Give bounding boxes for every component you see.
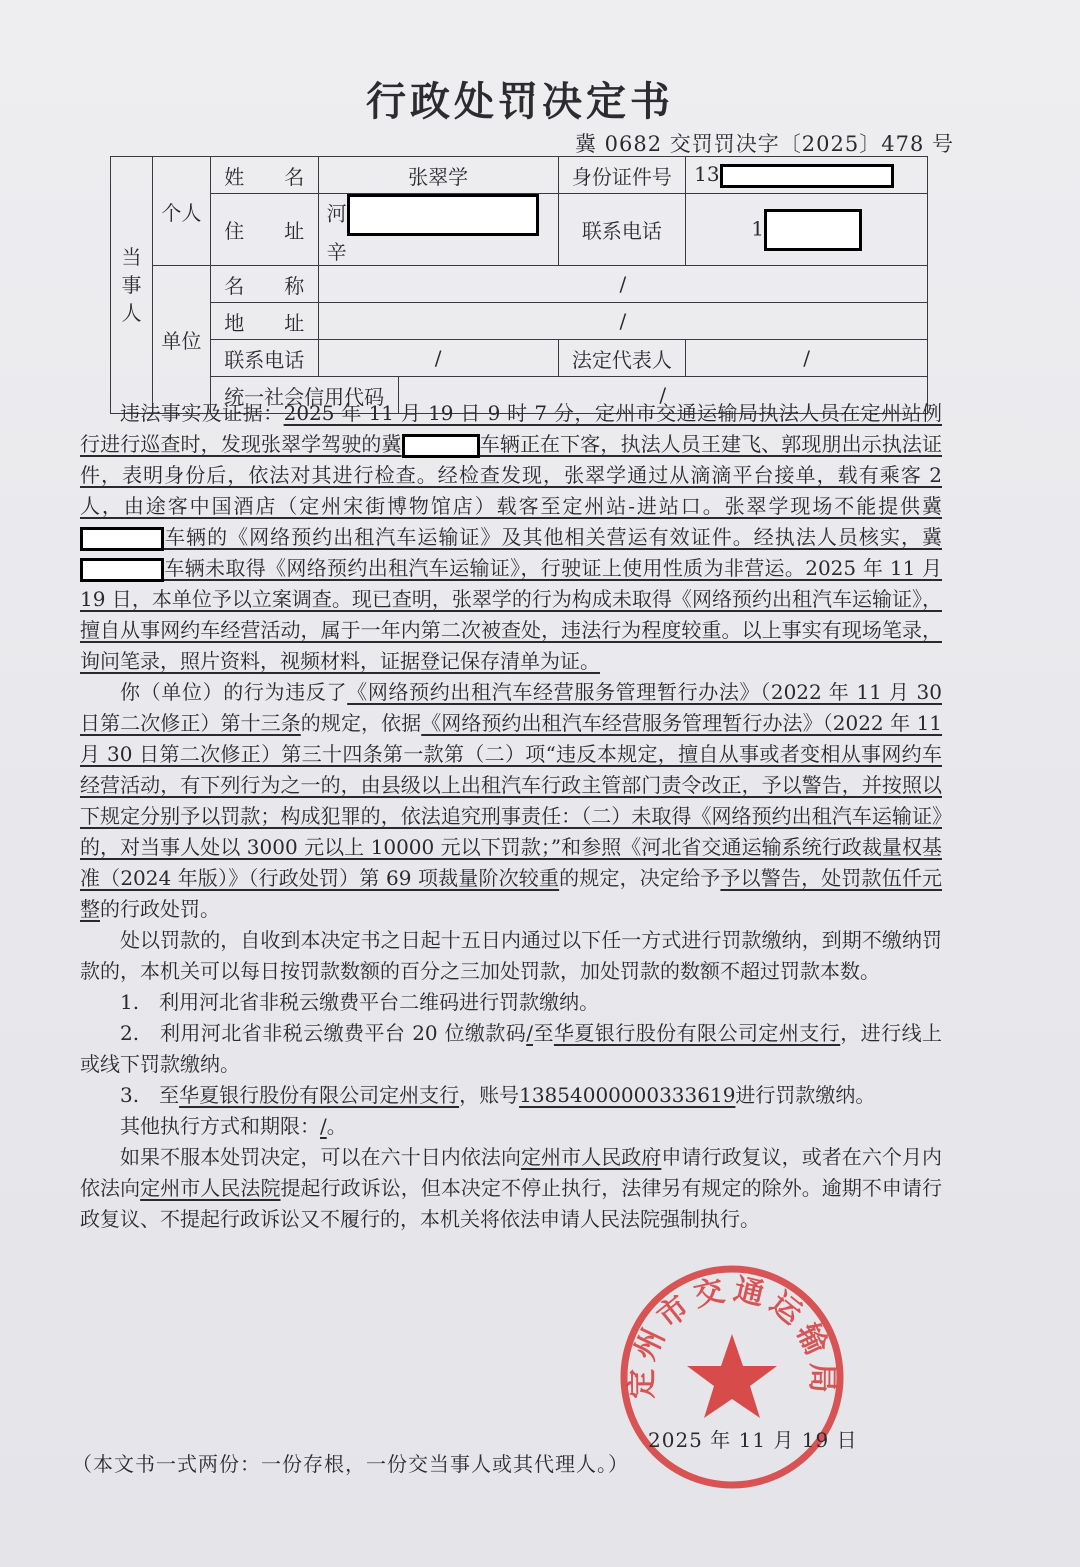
payment-method-3: 3. 至华夏银行股份有限公司定州支行，账号13854000000333619进行罚款缴纳。: [120, 1083, 876, 1107]
name-value: 张翠学: [318, 157, 558, 194]
unit-address-label: 地 址: [210, 303, 318, 340]
unit-phone-label: 联系电话: [210, 340, 318, 377]
id-value: [686, 157, 928, 194]
star-icon: [687, 1334, 777, 1418]
review-authority: 定州市人民政府: [521, 1145, 662, 1169]
redaction-box: [402, 434, 480, 458]
document-number: 冀 0682 交罚罚决字〔2025〕478 号: [575, 132, 954, 156]
violated-law: 《网络预约出租汽车经营服务管理暂行办法》（2022 年 11 月 30 日第二次修正）第十三条: [80, 680, 942, 735]
facts-text: 2025 年 11 月 19 日 9 时 7 分，定州市交通运输局执法人员在定州站例行进行巡查时，发现张翠学驾驶的冀 车辆正在下客，执法人员王建飞、郭现朋出示执法证件，表明身份后，依法对其进行检查。经检查发现，张翠学通过从滴滴平台接单，载有乘客 2 人，由途客中国酒店（定州宋街博物馆店）载客至定州站-进站口。张翠学现场不能提供冀车辆的《网络预约出租汽车运输证》及其他相关营运有效证件。经执法人员核实，冀车辆未取得《网络预约出租汽车运输证》，行驶证上使用性质为非营运。2025 年 11 月 19 日，本单位予以立案调查。现已查明，张翠学的行为构成未取得《网络预约出租汽车运输证》，擅自从事网约车经营活动，属于一年内第二次被查处，违法行为程度较重。以上事实有现场笔录，询问笔录，照片资料，视频材料，证据登记保存清单为证。: [80, 401, 943, 673]
name-label: 姓 名: [210, 157, 318, 194]
svg-text:定州市交通运输局: 定州市交通运输局: [624, 1271, 840, 1399]
id-label: 身份证件号: [558, 157, 686, 194]
redaction-box: [347, 194, 539, 236]
payment-intro: 处以罚款的，自收到本决定书之日起十五日内通过以下任一方式进行罚款缴纳，到期不缴纳罚款的，本机关可以每日按罚款数额的百分之三加处罚款，加处罚款的数额不超过罚款本数。: [80, 928, 942, 983]
document-title: 行政处罚决定书: [366, 78, 674, 125]
party-info-table: [110, 156, 928, 414]
phone-prefix: 1: [751, 216, 764, 240]
penalty-decision: 予以警告，处罚款伍仟元整: [80, 866, 943, 921]
legal-rep-value: /: [686, 340, 928, 377]
credit-code-value: /: [398, 377, 927, 414]
phone-label: 联系电话: [558, 194, 686, 266]
official-seal: [617, 1262, 847, 1492]
phone-value: [686, 194, 928, 266]
bank-name: 华夏银行股份有限公司定州支行: [179, 1083, 460, 1107]
other-execution: 其他执行方式和期限：/。: [120, 1114, 347, 1138]
unit-address-value: /: [318, 303, 927, 340]
redaction-box: [764, 209, 862, 251]
address-suffix: 辛: [326, 240, 347, 264]
id-prefix: 13: [694, 162, 720, 187]
credit-code-label: 统一社会信用代码: [210, 377, 398, 414]
unit-phone-value: /: [318, 340, 558, 377]
violation-paragraph: 你（单位）的行为违反了《网络预约出租汽车经营服务管理暂行办法》（2022 年 11 月 30 日第二次修正）第十三条的规定，依据《网络预约出租汽车经营服务管理暂行办法》（2022 年 11 月 30 日第二次修正）第三十四条第一款第（二）项“违反本规定，擅自从事或者变相从事网约车经营活动，有下列行为之一的，由县级以上出租汽车行政主管部门责令改正，予以警告，并按照以下规定分别予以罚款；构成犯罪的，依法追究刑事责任：（二）未取得《网络预约出租汽车运输证》的，对当事人处以 3000 元以上 10000 元以下罚款；”和参照《河北省交通运输系统行政裁量权基准（2024 年版）》（行政处罚）第 69 项裁量阶次较重的规定，决定给予予以警告，处罚款伍仟元整的行政处罚。: [80, 680, 943, 921]
payment-method-1: 1. 利用河北省非税云缴费平台二维码进行罚款缴纳。: [120, 990, 600, 1014]
party-group-label: 当事人: [111, 157, 153, 414]
redaction-box: [720, 164, 894, 188]
address-value: [318, 194, 558, 266]
document-body: [80, 398, 942, 1235]
bank-name: 华夏银行股份有限公司定州支行: [553, 1021, 841, 1045]
appeal-paragraph: 如果不服本处罚决定，可以在六十日内依法向定州市人民政府申请行政复议，或者在六个月内依法向定州市人民法院提起行政诉讼，但本决定不停止执行，法律另有规定的除外。逾期不申请行政复议、不提起行政诉讼又不履行的，本机关将依法申请人民法院强制执行。: [80, 1145, 943, 1231]
legal-rep-label: 法定代表人: [558, 340, 686, 377]
payment-method-2: 2. 利用河北省非税云缴费平台 20 位缴款码/至华夏银行股份有限公司定州支行，进行线上或线下罚款缴纳。: [80, 1021, 943, 1076]
redaction-box: [80, 558, 164, 582]
unit-name-label: 名 称: [210, 266, 318, 303]
unit-label: 单位: [152, 266, 210, 414]
individual-label: 个人: [152, 157, 210, 266]
legal-basis: 《网络预约出租汽车经营服务管理暂行办法》（2022 年 11 月 30 日第二次修正）第三十四条第一款第（二）项“违反本规定，擅自从事或者变相从事网约车经营活动，有下列行为之一的，由县级以上出租汽车行政主管部门责令改正，予以警告，并按照以下规定分别予以罚款；构成犯罪的，依法追究刑事责任：（二）未取得《网络预约出租汽车运输证》的，对当事人处以 3000 元以上 10000 元以下罚款；”和参照《河北省交通运输系统行政裁量权基准（2024 年版）》（行政处罚）第 69 项裁量阶次较重: [80, 711, 943, 890]
redaction-box: [80, 527, 164, 551]
address-prefix: 河: [326, 201, 347, 226]
footer-note: （本文书一式两份：一份存根，一份交当事人或其代理人。）: [72, 1452, 629, 1476]
address-label: 住 址: [210, 194, 318, 266]
court-name: 定州市人民法院: [140, 1176, 281, 1200]
unit-name-value: /: [318, 266, 927, 303]
issue-date: 2025 年 11 月 19 日: [648, 1428, 858, 1452]
facts-paragraph: 违法事实及证据：2025 年 11 月 19 日 9 时 7 分，定州市交通运输局执法人员在定州站例行进行巡查时，发现张翠学驾驶的冀 车辆正在下客，执法人员王建飞、郭现朋出示执法证件，表明身份后，依法对其进行检查。经检查发现，张翠学通过从滴滴平台接单，载有乘客 2 人，由途客中国酒店（定州宋街博物馆店）载客至定州站-进站口。张翠学现场不能提供冀车辆的《网络预约出租汽车运输证》及其他相关营运有效证件。经执法人员核实，冀车辆未取得《网络预约出租汽车运输证》，行驶证上使用性质为非营运。2025 年 11 月 19 日，本单位予以立案调查。现已查明，张翠学的行为构成未取得《网络预约出租汽车运输证》，擅自从事网约车经营活动，属于一年内第二次被查处，违法行为程度较重。以上事实有现场笔录，询问笔录，照片资料，视频材料，证据登记保存清单为证。: [80, 401, 943, 673]
account-number: 13854000000333619: [519, 1083, 736, 1107]
